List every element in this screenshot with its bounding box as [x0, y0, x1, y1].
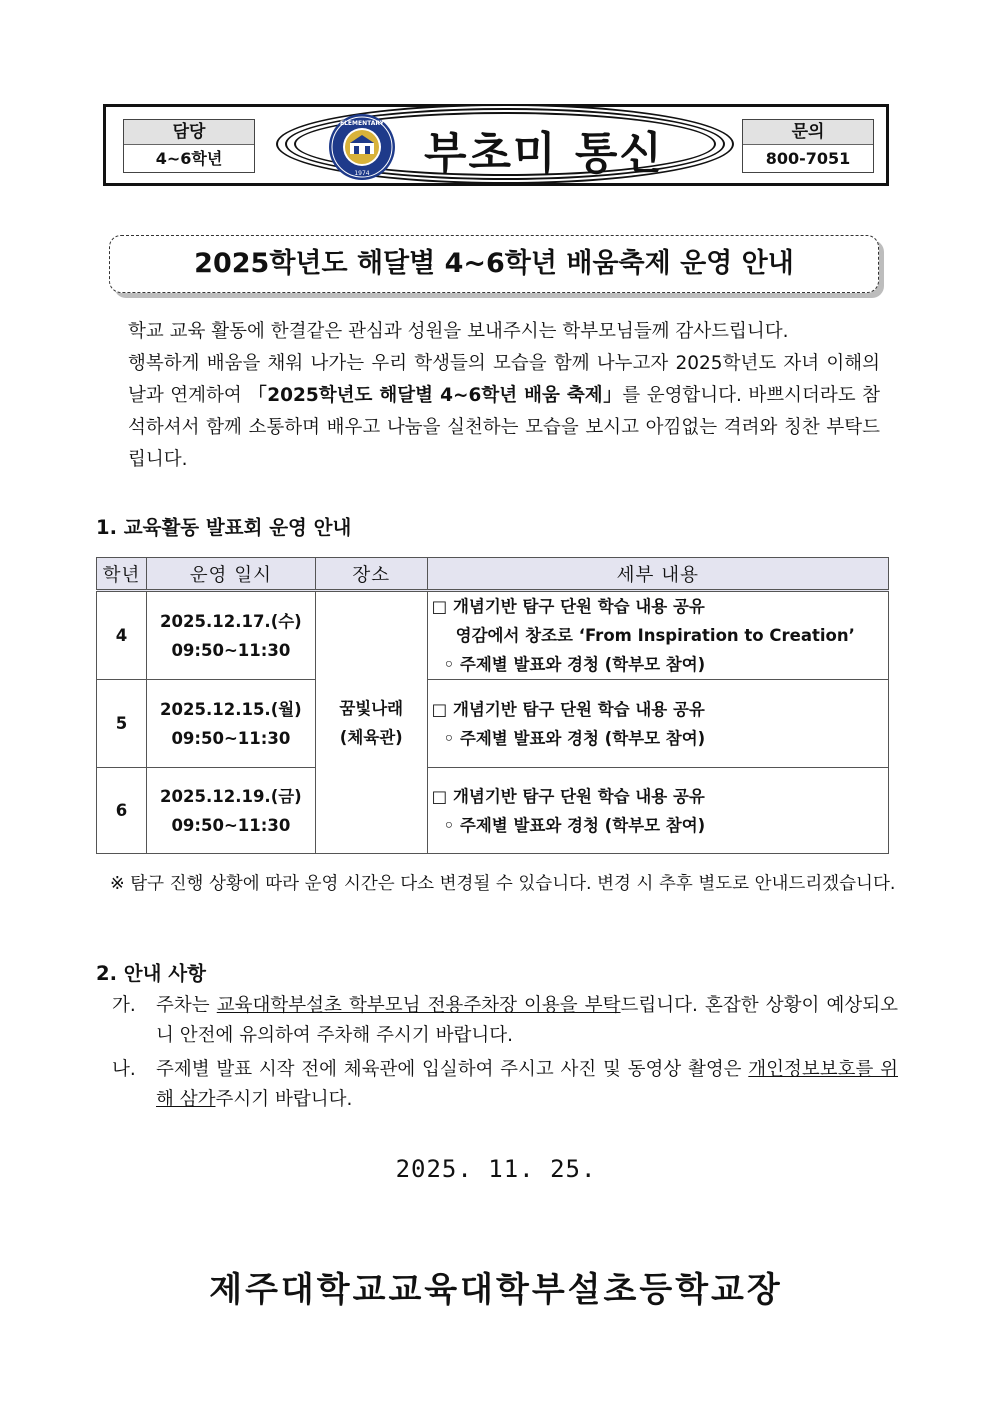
date-text: 2025.12.19.(금): [160, 786, 302, 806]
grade-cell: 6: [97, 768, 147, 854]
datetime-cell: [146, 768, 315, 854]
photo-text: 주제별 발표 시작 전에 체육관에 입실하여 주시고 사진 및 동영상 촬영은: [156, 1059, 749, 1080]
newsletter-banner: [103, 104, 889, 186]
time-text: 09:50~11:30: [171, 815, 291, 835]
schedule-note: ※ 탐구 진행 상황에 따라 운영 시간은 다소 변경될 수 있습니다. 변경 시 추후 별도로 안내드리겠습니다.: [110, 874, 896, 894]
datetime-cell: [146, 591, 315, 680]
intro-paragraph: [112, 316, 880, 476]
schedule-table: [96, 557, 889, 854]
section-1-heading: 1. 교육활동 발표회 운영 안내: [96, 516, 352, 539]
table-row: [97, 680, 889, 768]
detail-sub: ◦ 주제별 발표와 경청 (학부모 참여): [443, 815, 706, 835]
parking-text-end: 드립니다. 혼잡한 상황이 예상되오니 안전에 유의하여 주차해 주시기 바랍니다.: [156, 995, 898, 1046]
list-item: [112, 991, 898, 1051]
principal-signature: 제주대학교교육대학부설초등학교장: [209, 1270, 783, 1310]
date-text: 2025.12.15.(월): [160, 699, 302, 719]
contact-phone-box: [742, 119, 874, 173]
col-detail: 세부 내용: [427, 558, 888, 591]
item-marker: 가.: [112, 995, 136, 1016]
contact-label: 문의: [743, 120, 873, 145]
table-row: [97, 768, 889, 854]
place-sub: (체육관): [339, 727, 403, 747]
festival-name: 「2025학년도 해달별 4~6학년 배움 축제」: [248, 385, 623, 406]
table-header-row: [97, 558, 889, 591]
parking-notice: [156, 991, 898, 1051]
photo-notice: [156, 1055, 898, 1115]
place-cell: [315, 591, 427, 854]
grade-cell: 4: [97, 591, 147, 680]
grade-label: 담당: [124, 120, 254, 145]
detail-main: □ 개념기반 탐구 단원 학습 내용 공유: [431, 597, 705, 616]
datetime-cell: [146, 680, 315, 768]
svg-text:ELEMENTARY: ELEMENTARY: [339, 120, 385, 127]
col-grade: 학년: [97, 558, 147, 591]
intro-line-2: [112, 348, 880, 476]
document-title: 2025학년도 해달별 4~6학년 배움축제 운영 안내: [109, 235, 879, 293]
item-marker: 나.: [112, 1059, 136, 1080]
col-datetime: 운영 일시: [146, 558, 315, 591]
detail-theme: 영감에서 창조로 ‘From Inspiration to Creation’: [455, 626, 855, 645]
contact-phone: 800-7051: [765, 149, 851, 168]
table-row: [97, 591, 889, 680]
time-text: 09:50~11:30: [171, 640, 291, 660]
contact-grade-box: [123, 119, 255, 173]
grade-cell: 5: [97, 680, 147, 768]
parking-emphasis: 교육대학부설초 학부모님 전용주차장 이용을 부탁: [216, 995, 621, 1016]
intro-text: 행복하게 배움을 채워 나가는 우리 학생들의 모습을 함께 나누고자 2025학년도 자녀 이해의 날과 연계하여: [128, 353, 880, 406]
section-2-heading: 2. 안내 사항: [96, 962, 206, 985]
detail-cell: [427, 768, 888, 854]
list-item: [112, 1055, 898, 1115]
place-name: 꿈빛나래: [339, 698, 404, 718]
issue-date: 2025. 11. 25.: [395, 1155, 597, 1183]
detail-cell: [427, 680, 888, 768]
detail-cell: [427, 591, 888, 680]
notice-list: [112, 991, 898, 1119]
svg-text:1974: 1974: [354, 170, 370, 177]
detail-sub: ◦ 주제별 발표와 경청 (학부모 참여): [443, 655, 706, 674]
col-place: 장소: [315, 558, 427, 591]
date-text: 2025.12.17.(수): [160, 611, 302, 631]
privacy-emphasis: 개인정보보호를 위해 삼가: [156, 1059, 898, 1110]
detail-main: □ 개념기반 탐구 단원 학습 내용 공유: [431, 786, 705, 806]
intro-line-1: 학교 교육 활동에 한결같은 관심과 성원을 보내주시는 학부모님들께 감사드립니다.: [128, 321, 789, 342]
detail-sub: ◦ 주제별 발표와 경청 (학부모 참여): [443, 728, 706, 748]
grade-value: 4~6학년: [155, 149, 223, 168]
parking-text: 주차는: [156, 995, 217, 1016]
intro-text-end: 를 운영합니다. 바쁘시더라도 참석하셔서 함께 소통하며 배우고 나눔을 실천하는 모습을 보시고 아낌없는 격려와 칭찬 부탁드립니다.: [128, 385, 880, 470]
newsletter-title: 부초미 통신: [424, 128, 664, 179]
detail-main: □ 개념기반 탐구 단원 학습 내용 공유: [431, 699, 705, 719]
school-seal-icon: [328, 113, 396, 181]
photo-text-end: 주시기 바랍니다.: [215, 1089, 353, 1110]
time-text: 09:50~11:30: [171, 728, 291, 748]
